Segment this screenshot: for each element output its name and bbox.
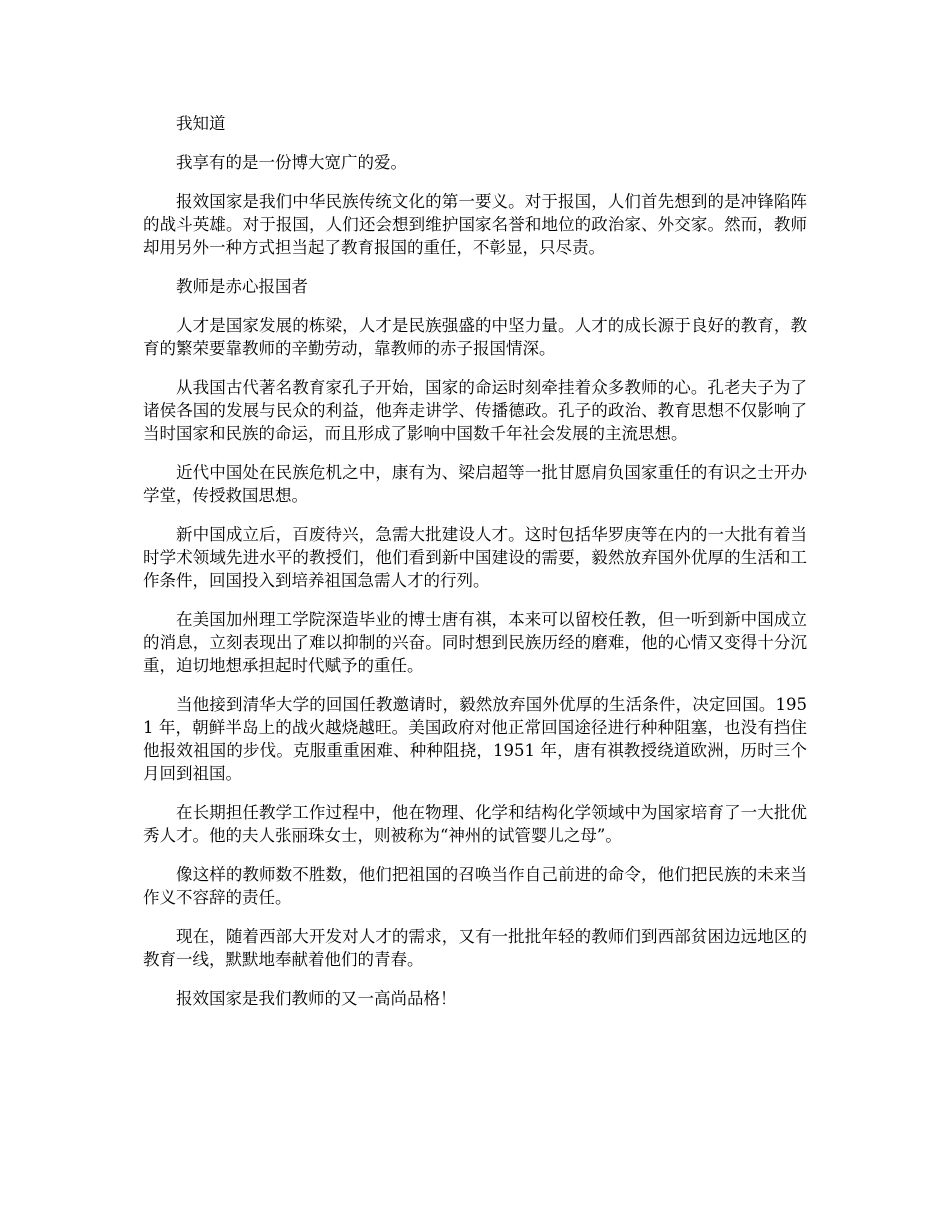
- paragraph-1: 我知道: [176, 114, 226, 133]
- paragraph-11: 在长期担任教学工作过程中，他在物理、化学和结构化学领域中为国家培育了一大批优秀人才。他的夫人张丽珠女士，则被称为“神州的试管婴儿之母”。: [143, 803, 807, 845]
- paragraph-13: 现在，随着西部大开发对人才的需求，又有一批批年轻的教师们到西部贫困边远地区的教育一线，默默地奉献着他们的青春。: [143, 927, 807, 969]
- paragraph-10: 当他接到清华大学的回国任教邀请时，毅然放弃国外优厚的生活条件，决定回国。1951 年，朝鲜半岛上的战火越烧越旺。美国政府对他正常回国途径进行种种阻塞，也没有挡住他报效祖国的步伐。克服重重困难、种种阻挠，1951 年，唐有祺教授绕道欧洲，历时三个月回到祖国。: [143, 695, 807, 783]
- closing-paragraph: 报效国家是我们教师的又一高尚品格！: [176, 989, 457, 1008]
- paragraph-6: 从我国古代著名教育家孔子开始，国家的命运时刻牵挂着众多教师的心。孔老夫子为了诸侯各国的发展与民众的利益，他奔走讲学、传播德政。孔子的政治、教育思想不仅影响了当时国家和民族的命运，而且形成了影响中国数千年社会发展的主流思想。: [143, 378, 807, 443]
- paragraph-5: 人才是国家发展的栋梁，人才是民族强盛的中坚力量。人才的成长源于良好的教育，教育的繁荣要靠教师的辛勤劳动，靠教师的赤子报国情深。: [143, 316, 807, 358]
- document-body: [143, 112, 807, 1026]
- paragraph-8: 新中国成立后，百废待兴，急需大批建设人才。这时包括华罗庚等在内的一大批有着当时学术领域先进水平的教授们，他们看到新中国建设的需要，毅然放弃国外优厚的生活和工作条件，回国投入到培养祖国急需人才的行列。: [143, 525, 807, 590]
- paragraph-7: 近代中国处在民族危机之中，康有为、梁启超等一批甘愿肩负国家重任的有识之士开办学堂，传授救国思想。: [143, 463, 807, 505]
- paragraph-12: 像这样的教师数不胜数，他们把祖国的召唤当作自己前进的命令，他们把民族的未来当作义不容辞的责任。: [143, 865, 807, 907]
- paragraph-9: 在美国加州理工学院深造毕业的博士唐有祺，本来可以留校任教，但一听到新中国成立的消息，立刻表现出了难以抑制的兴奋。同时想到民族历经的磨难，他的心情又变得十分沉重，迫切地想承担起时代赋予的重任。: [143, 610, 807, 675]
- paragraph-3: 报效国家是我们中华民族传统文化的第一要义。对于报国，人们首先想到的是冲锋陷阵的战斗英雄。对于报国，人们还会想到维护国家名誉和地位的政治家、外交家。然而，教师却用另外一种方式担当起了教育报国的重任，不彰显，只尽责。: [143, 192, 807, 257]
- section-heading: 教师是赤心报国者: [176, 277, 308, 296]
- paragraph-2: 我享有的是一份博大宽广的爱。: [176, 153, 407, 172]
